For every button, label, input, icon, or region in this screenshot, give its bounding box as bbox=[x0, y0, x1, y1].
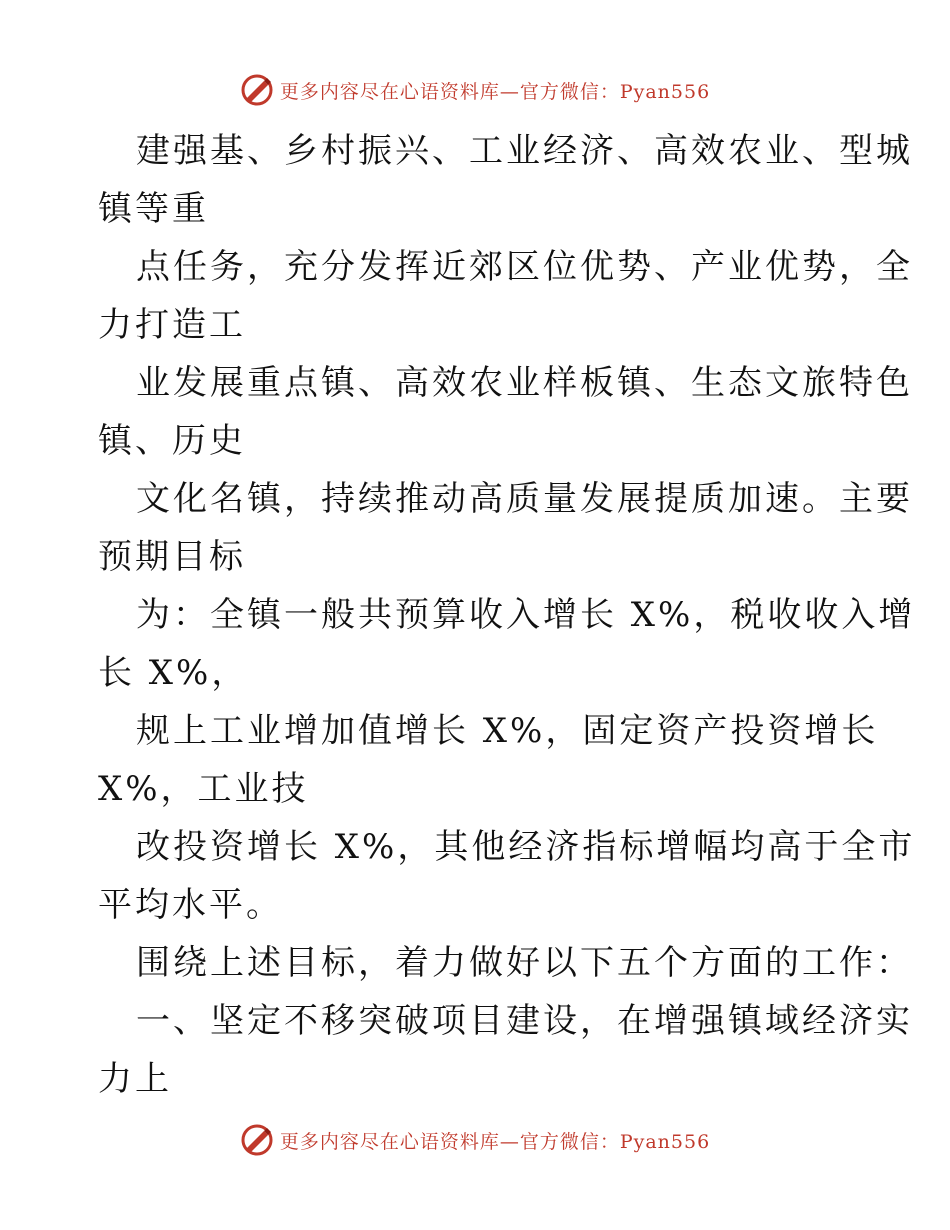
footer-watermark bbox=[0, 1120, 950, 1160]
document-line: 镇、历史 bbox=[98, 421, 246, 461]
document-line: 建强基、乡村振兴、工业经济、高效农业、型城 bbox=[136, 131, 913, 171]
document-line: 改投资增长 X%，其他经济指标增幅均高于全市 bbox=[136, 827, 916, 867]
document-line: 力打造工 bbox=[98, 305, 246, 345]
document-line: 规上工业增加值增长 X%，固定资产投资增长 bbox=[136, 711, 879, 751]
document-line: 一、坚定不移突破项目建设，在增强镇域经济实 bbox=[136, 1001, 913, 1041]
header-watermark bbox=[0, 70, 950, 110]
document-line: 平均水平。 bbox=[98, 885, 283, 925]
document-line: 镇等重 bbox=[98, 189, 209, 229]
document-line: 预期目标 bbox=[98, 537, 246, 577]
document-line: 业发展重点镇、高效农业样板镇、生态文旅特色 bbox=[136, 363, 913, 403]
document-line: 点任务，充分发挥近郊区位优势、产业优势，全 bbox=[136, 247, 913, 287]
document-line: X%，工业技 bbox=[98, 769, 309, 809]
document-line: 长 X%， bbox=[98, 653, 249, 693]
document-line: 力上 bbox=[98, 1059, 172, 1099]
header-watermark-text: 更多内容尽在心语资料库—官方微信：Pyan556 bbox=[279, 80, 711, 103]
document-line: 为：全镇一般共预算收入增长 X%，税收收入增 bbox=[136, 595, 916, 635]
footer-watermark-text: 更多内容尽在心语资料库—官方微信：Pyan556 bbox=[279, 1130, 711, 1153]
document-line: 围绕上述目标，着力做好以下五个方面的工作： bbox=[136, 943, 913, 983]
document-body bbox=[98, 122, 916, 1108]
document-line: 文化名镇，持续推动高质量发展提质加速。主要 bbox=[136, 479, 913, 519]
pen-circle-logo-icon bbox=[240, 73, 274, 107]
pen-circle-logo-icon bbox=[240, 1123, 274, 1157]
